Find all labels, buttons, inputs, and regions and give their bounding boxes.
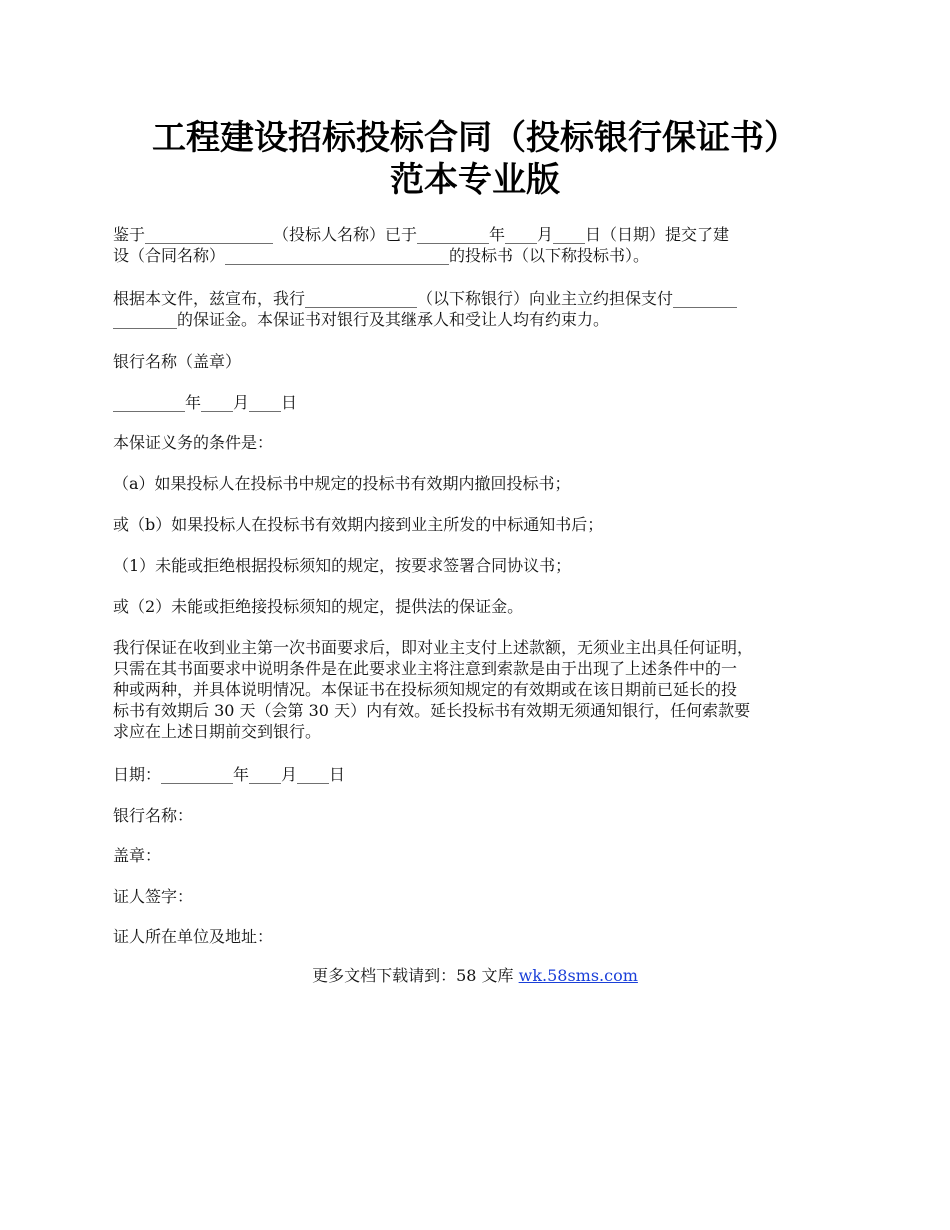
paragraph-condition-a: （a）如果投标人在投标书中规定的投标书有效期内撤回投标书； (113, 474, 571, 493)
paragraph-condition-b: 或（b）如果投标人在投标书有效期内接到业主所发的中标通知书后； (113, 515, 604, 534)
footer-link[interactable]: wk.58sms.com (518, 966, 638, 985)
paragraph-seal-field: 盖章： (113, 846, 162, 865)
paragraph-conditions-heading: 本保证义务的条件是： (113, 433, 274, 452)
paragraph-bank-seal: 银行名称（盖章） (113, 352, 242, 371)
paragraph-date-line: _________年____月____日 (113, 393, 298, 412)
paragraph-guarantee-terms: 我行保证在收到业主第一次书面要求后，即对业主支付上述款额，无须业主出具任何证明， 只需在其书面要求中说明条件是在此要求业主将注意到索款是由于出现了上述条件中的一 种或两种，并具体说明情况。本保证书在投标须知规定的有效期或在该日期前已延长的投 标书有效期后 30 天（会第 30 天）内有效。延长投标书有效期无须通知银行，任何索款要 求应在上述日期前交到银行。 (113, 638, 754, 741)
document-subtitle: 范本专业版 (390, 160, 560, 200)
paragraph-witness-signature: 证人签字： (113, 887, 194, 906)
paragraph-date-field: 日期：_________年____月____日 (113, 765, 346, 784)
paragraph-condition-1: （1）未能或拒绝根据投标须知的规定，按要求签署合同协议书； (113, 556, 572, 575)
paragraph-condition-2: 或（2）未能或拒绝接投标须知的规定，提供法的保证金。 (113, 597, 524, 616)
paragraph-witness-address: 证人所在单位及地址： (113, 927, 274, 946)
paragraph-intro: 鉴于________________（投标人名称）已于_________年____月____日（日期）提交了建 设（合同名称）____________________________的投标书（以下称投标书）。 (113, 225, 730, 265)
download-footer (0, 965, 950, 986)
footer-text: 更多文档下载请到：58 文库 (312, 966, 519, 985)
paragraph-declaration: 根据本文件，兹宣布，我行______________（以下称银行）向业主立约担保支付________ ________的保证金。本保证书对银行及其继承人和受让人均有约束力。 (113, 289, 738, 329)
paragraph-bank-name-field: 银行名称： (113, 806, 194, 825)
document-title: 工程建设招标投标合同（投标银行保证书） (152, 118, 798, 158)
